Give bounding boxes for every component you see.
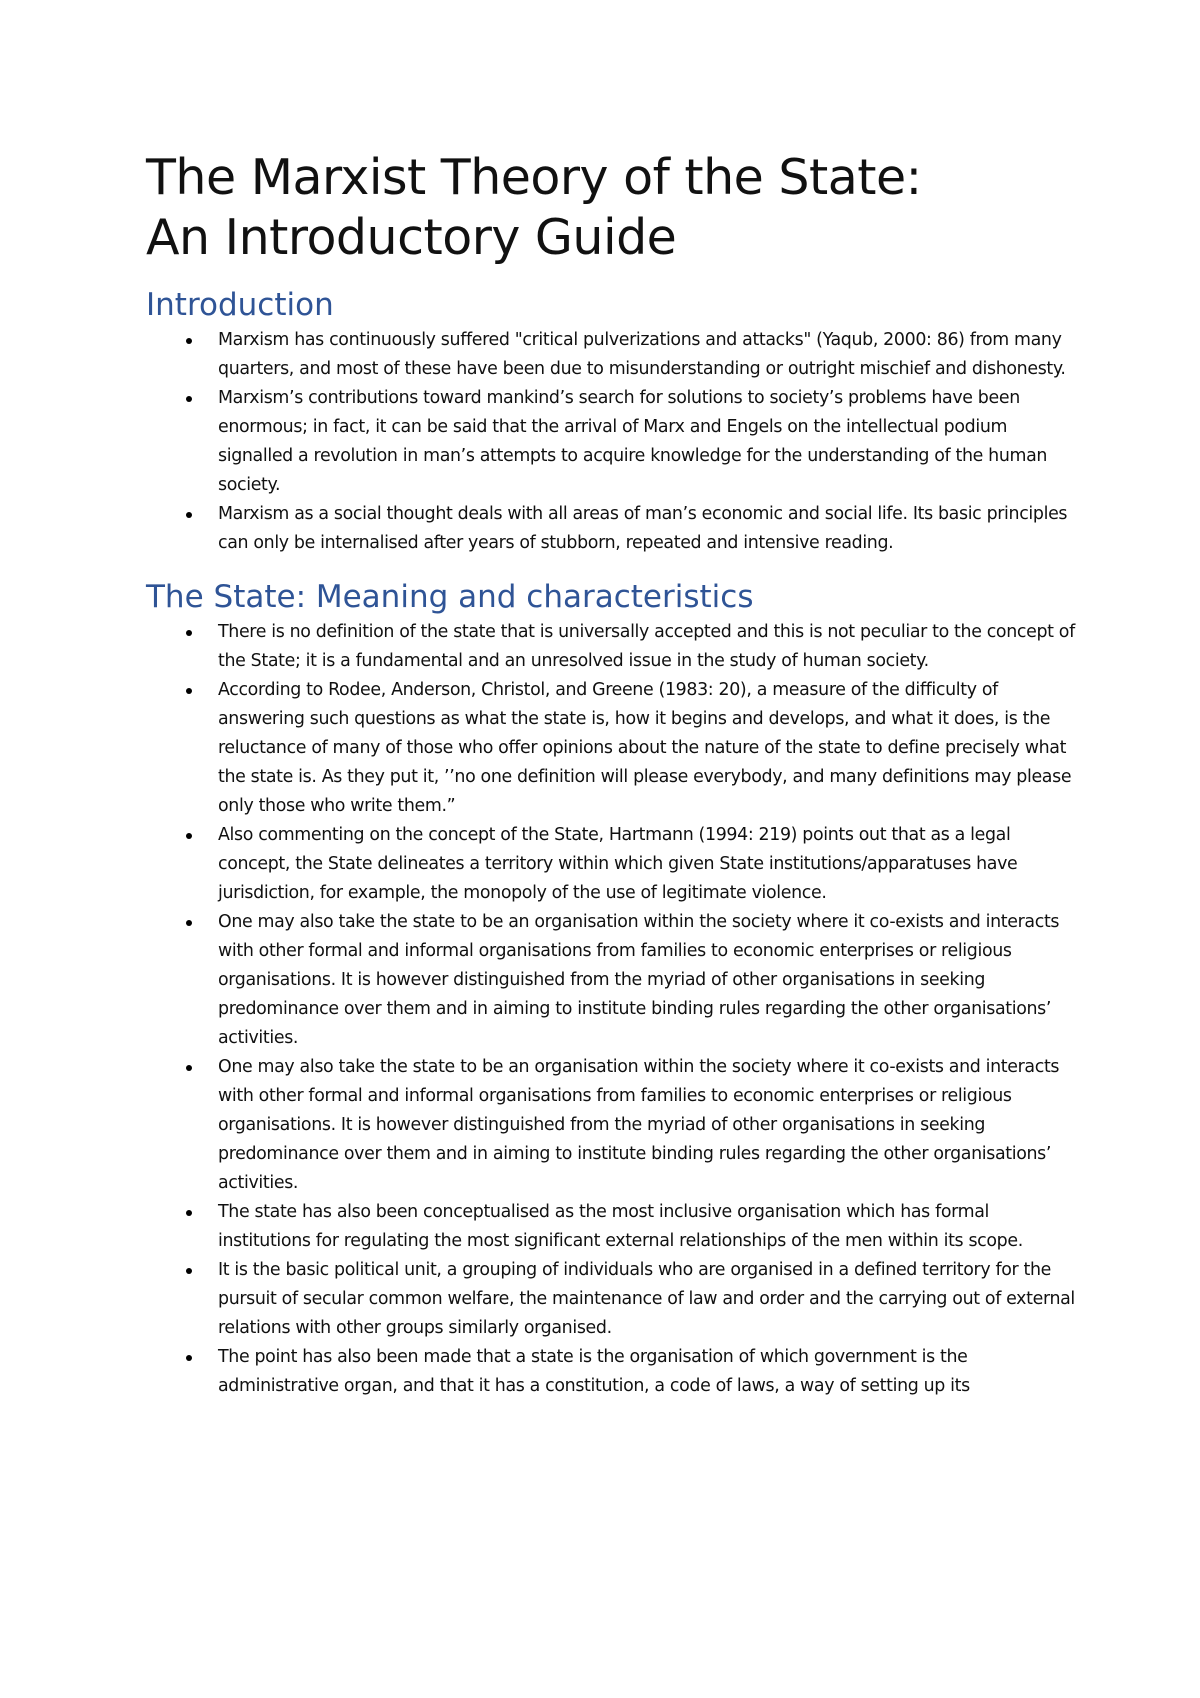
bullet-item: [146, 1343, 1076, 1401]
document-title: [146, 148, 1076, 268]
bullet-icon: [186, 1210, 192, 1216]
introduction-bullet-list: [146, 326, 1076, 558]
bullet-item: [146, 618, 1076, 676]
bullet-item: [146, 821, 1076, 908]
document-body: [146, 148, 1076, 1401]
bullet-icon: [186, 512, 192, 518]
bullet-item: [146, 1053, 1076, 1198]
bullet-item: [146, 1198, 1076, 1256]
bullet-icon: [186, 396, 192, 402]
bullet-item: [146, 384, 1076, 500]
bullet-text: Marxism’s contributions toward mankind’s search for solutions to society’s problems have been enormous; in fact, it can be said that the arrival of Marx and Engels on the intellectual podium signalled a revolution in man’s attempts to acquire knowledge for the understanding of the human society.: [218, 388, 1048, 495]
section-heading-introduction: Introduction: [146, 287, 334, 323]
bullet-text: Marxism has continuously suffered "critical pulverizations and attacks" (Yaqub, 2000: 86) from many quarters, and most of these have been due to misunderstanding or outright mischief and dishonesty.: [218, 330, 1066, 379]
bullet-text: One may also take the state to be an organisation within the society where it co-exists and interacts with other formal and informal organisations from families to economic enterprises or religious organisations. It is however distinguished from the myriad of other organisations in seeking predominance over them and in aiming to institute binding rules regarding the other organisations’ activities.: [218, 912, 1060, 1048]
bullet-item: [146, 500, 1076, 558]
bullet-item: [146, 326, 1076, 384]
document-title-line-1: The Marxist Theory of the State:: [146, 149, 922, 206]
bullet-item: [146, 1256, 1076, 1343]
bullet-icon: [186, 630, 192, 636]
section-heading-state-meaning: The State: Meaning and characteristics: [146, 579, 754, 615]
document-title-line-2: An Introductory Guide: [146, 209, 677, 266]
bullet-item: [146, 676, 1076, 821]
bullet-icon: [186, 1065, 192, 1071]
bullet-text: It is the basic political unit, a grouping of individuals who are organised in a defined territory for the pursuit of secular common welfare, the maintenance of law and order and the carrying out of external relations with other groups similarly organised.: [218, 1260, 1075, 1338]
bullet-icon: [186, 833, 192, 839]
bullet-icon: [186, 920, 192, 926]
bullet-icon: [186, 338, 192, 344]
bullet-text: One may also take the state to be an organisation within the society where it co-exists and interacts with other formal and informal organisations from families to economic enterprises or religious organisations. It is however distinguished from the myriad of other organisations in seeking predominance over them and in aiming to institute binding rules regarding the other organisations’ activities.: [218, 1057, 1060, 1193]
bullet-text: The point has also been made that a state is the organisation of which government is the administrative organ, and that it has a constitution, a code of laws, a way of setting up its: [218, 1347, 970, 1396]
bullet-icon: [186, 1268, 192, 1274]
bullet-text: The state has also been conceptualised as the most inclusive organisation which has formal institutions for regulating the most significant external relationships of the men within its scope.: [218, 1202, 1023, 1251]
bullet-icon: [186, 1355, 192, 1361]
state-meaning-bullet-list: [146, 618, 1076, 1401]
bullet-text: According to Rodee, Anderson, Christol, and Greene (1983: 20), a measure of the difficulty of answering such questions as what the state is, how it begins and develops, and what it does, is the reluctance of many of those who offer opinions about the nature of the state to define precisely what the state is. As they put it, ’’no one definition will please everybody, and many definitions may please only those who write them.”: [218, 680, 1072, 816]
bullet-text: There is no definition of the state that is universally accepted and this is not peculiar to the concept of the State; it is a fundamental and an unresolved issue in the study of human society.: [218, 622, 1075, 671]
bullet-item: [146, 908, 1076, 1053]
bullet-text: Also commenting on the concept of the State, Hartmann (1994: 219) points out that as a legal concept, the State delineates a territory within which given State institutions/apparatuses have jurisdiction, for example, the monopoly of the use of legitimate violence.: [218, 825, 1018, 903]
bullet-icon: [186, 688, 192, 694]
bullet-text: Marxism as a social thought deals with all areas of man’s economic and social life. Its basic principles can only be internalised after years of stubborn, repeated and intensive reading.: [218, 504, 1068, 553]
